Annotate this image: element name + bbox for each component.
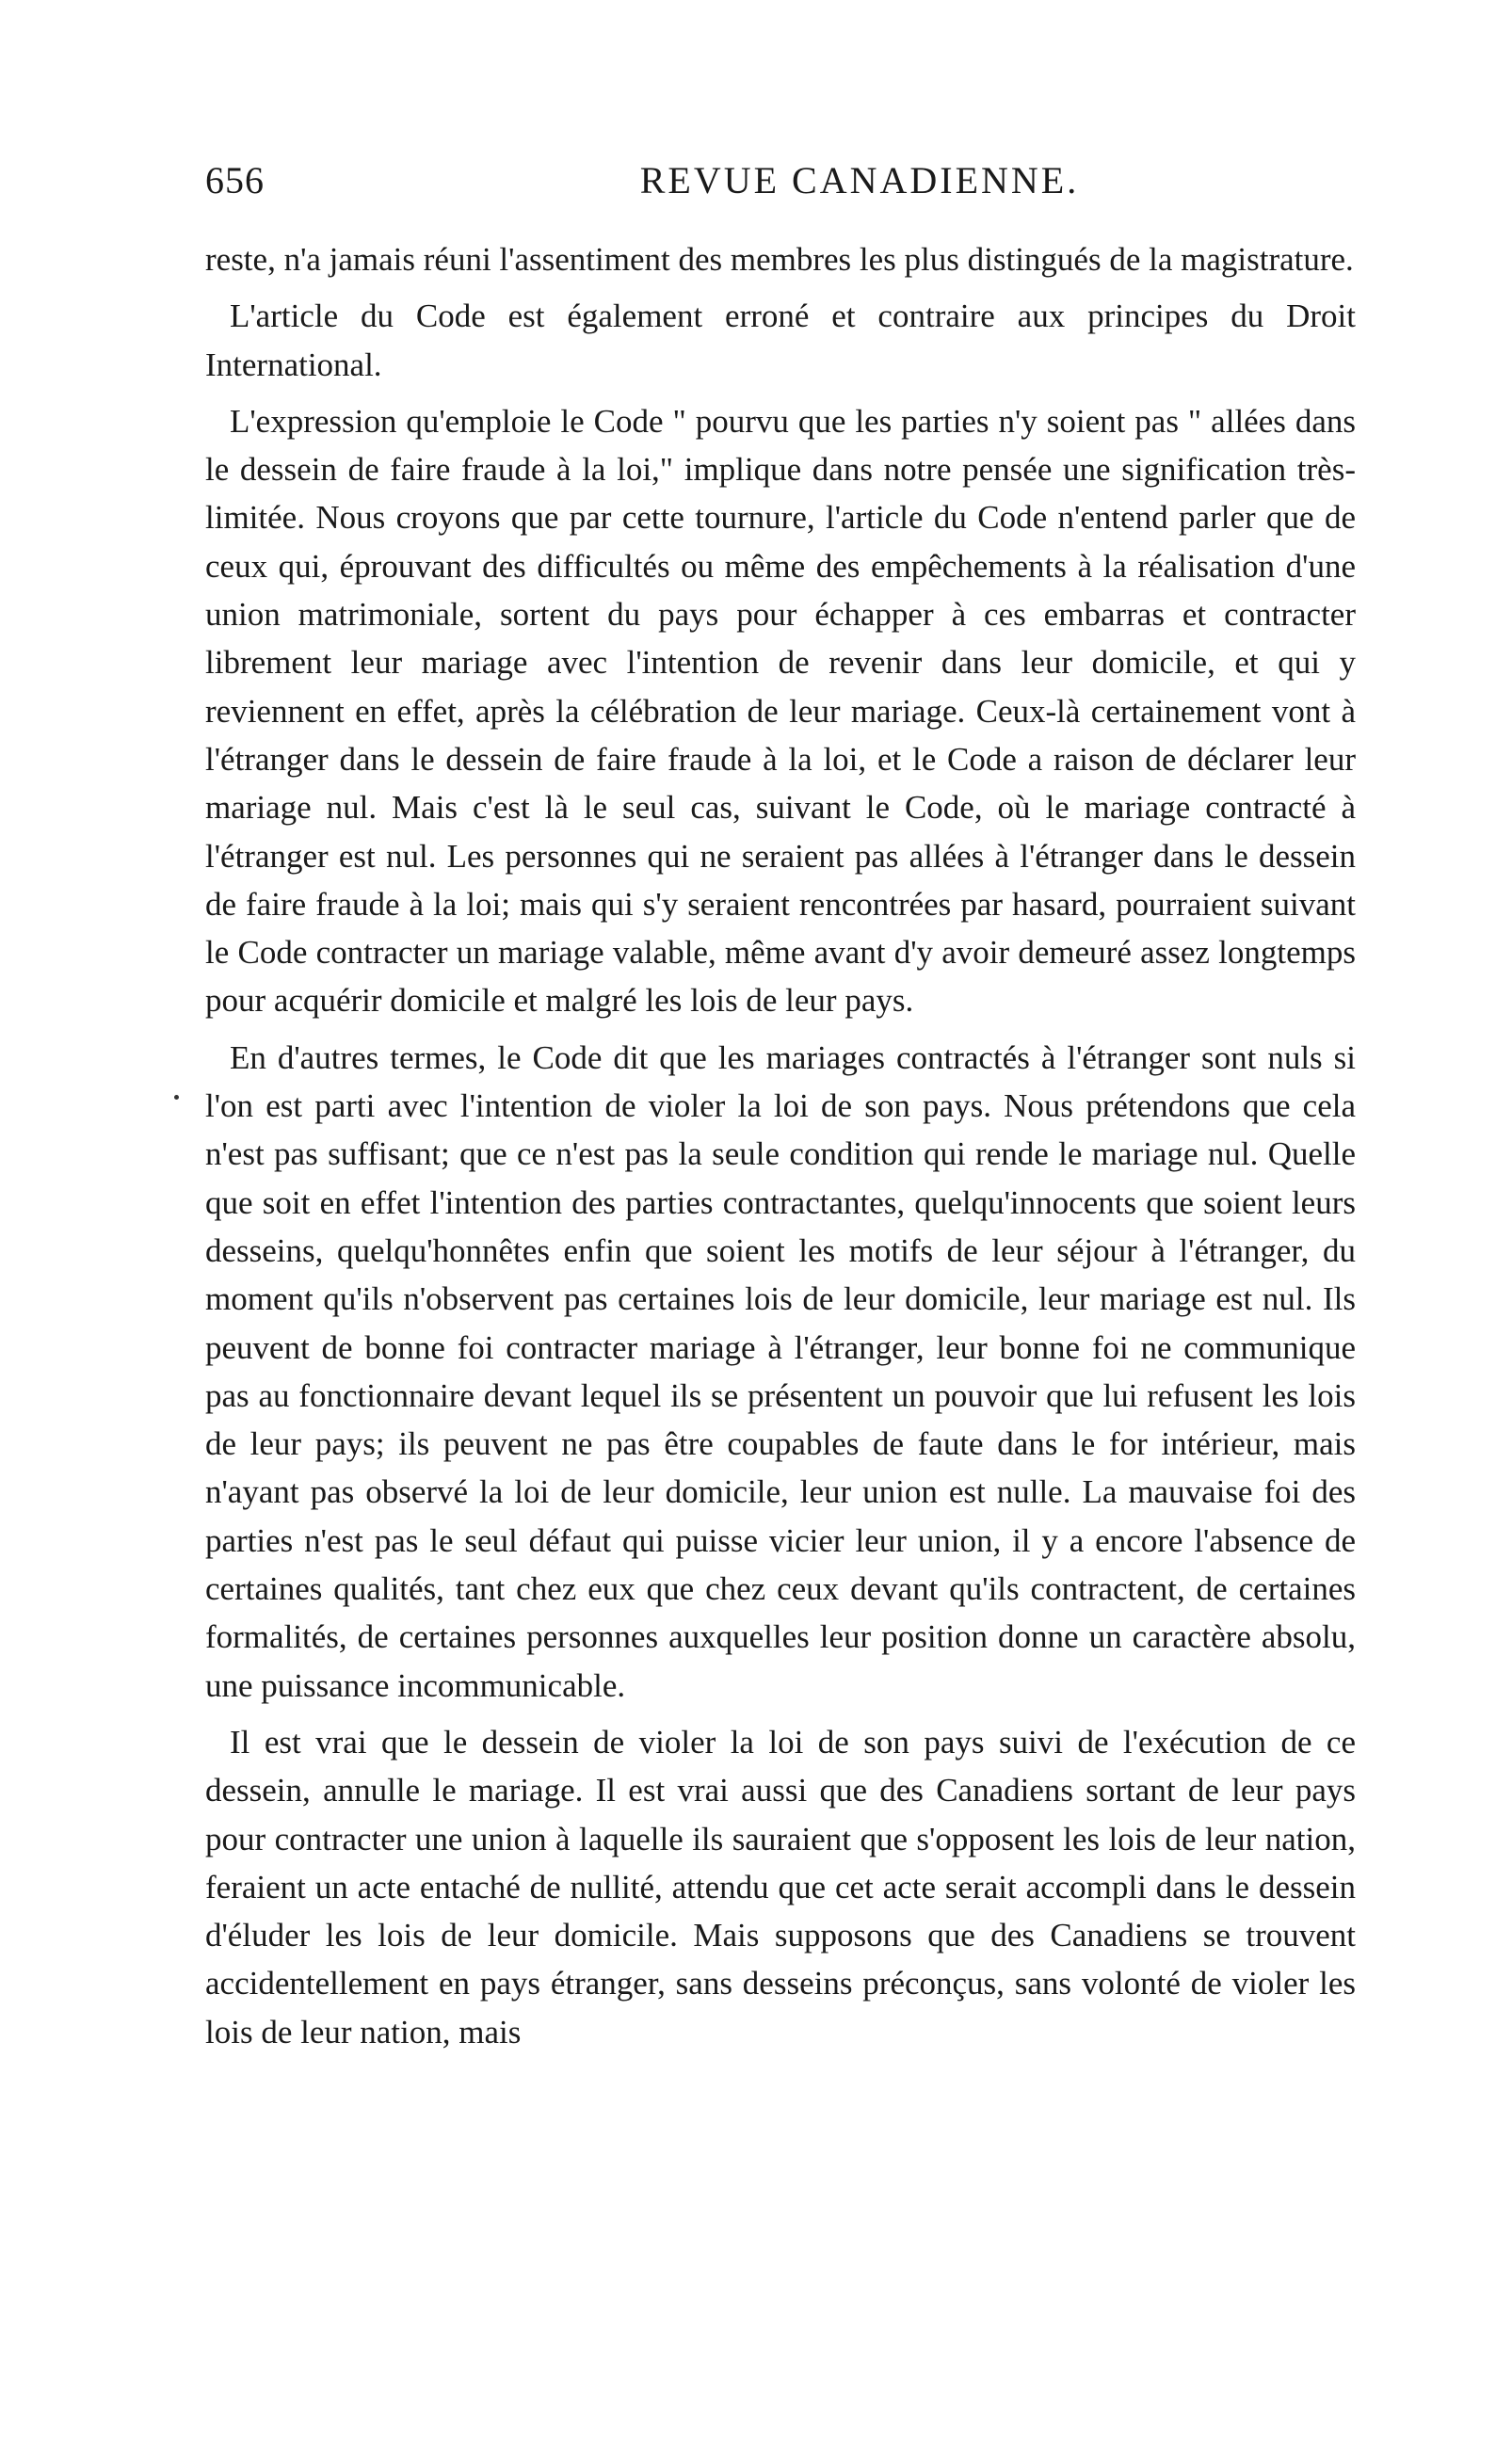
margin-mark: [174, 1095, 179, 1100]
paragraph-intent: Il est vrai que le dessein de violer la loi de son pays suivi de l'exécution de ce dessein, annulle le mariage. Il est vrai aussi que des Canadiens sortant de leur pays pour contracter une union à laquelle ils sauraient que s'opposent les lois de leur nation, feraient un acte entaché de nullité, attendu que cet acte serait accompli dans le dessein d'éluder les lois de leur domicile. Mais supposons que des Canadiens se trouvent accidentellement en pays étranger, sans desseins préconçus, sans volonté de violer les lois de leur nation, mais: [205, 1723, 1356, 2050]
paragraph-code-erroneous: L'article du Code est également erroné et contraire aux principes du Droit International.: [205, 297, 1356, 383]
paragraph-expression: L'expression qu'emploie le Code " pourvu que les parties n'y soient pas " allées dans le dessein de faire fraude à la loi," implique dans notre pensée une signification très-limitée. Nous croyons que par cette tournure, l'article du Code n'entend parler que de ceux qui, éprouvant des difficultés ou même des empêchements à la réalisation d'une union matrimoniale, sortent du pays pour échapper à ces embarras et contracter librement leur mariage avec l'intention de revenir dans leur domicile, et qui y reviennent en effet, après la célébration de leur mariage. Ceux-là certainement vont à l'étranger dans le dessein de faire fraude à la loi, et le Code a raison de déclarer leur mariage nul. Mais c'est là le seul cas, suivant le Code, où le mariage contracté à l'étranger est nul. Les personnes qui ne seraient pas allées à l'étranger dans le dessein de faire fraude à la loi; mais qui s'y seraient rencontrées par hasard, pourraient suivant le Code contracter un mariage valable, même avant d'y avoir demeuré assez longtemps pour acquérir domicile et malgré les lois de leur pays.: [205, 402, 1356, 1020]
running-title: REVUE CANADIENNE.: [639, 159, 1080, 201]
page-number: 656: [205, 159, 265, 201]
paragraph-other-terms: En d'autres termes, le Code dit que les mariages contractés à l'étranger sont nuls si l'on est parti avec l'intention de violer la loi de son pays. Nous prétendons que cela n'est pas suffisant; que ce n'est pas la seule condition qui rende le mariage nul. Quelle que soit en effet l'intention des parties contractantes, quelqu'innocents que soient leurs desseins, quelqu'honnêtes enfin que soient les motifs de leur séjour à l'étranger, du moment qu'ils n'observent pas certaines lois de leur domicile, leur mariage est nul. Ils peuvent de bonne foi contracter mariage à l'étranger, leur bonne foi ne communique pas au fonctionnaire devant lequel ils se présentent un pouvoir que lui refusent les lois de leur pays; ils peuvent ne pas être coupables de faute dans le for intérieur, mais n'ayant pas observé la loi de leur domicile, leur union est nulle. La mauvaise foi des parties n'est pas le seul défaut qui puisse vicier leur union, il y a encore l'absence de certaines qualités, tant chez eux que chez ceux devant qu'ils contractent, de certaines formalités, de certaines personnes auxquelles leur position donne un caractère absolu, une puissance incommunicable.: [205, 1038, 1356, 1704]
page-header: [205, 158, 1354, 215]
body-text: [205, 235, 1356, 2056]
paragraph-continuation: reste, n'a jamais réuni l'assentiment des membres les plus distingués de la magistrature.: [205, 241, 1354, 278]
